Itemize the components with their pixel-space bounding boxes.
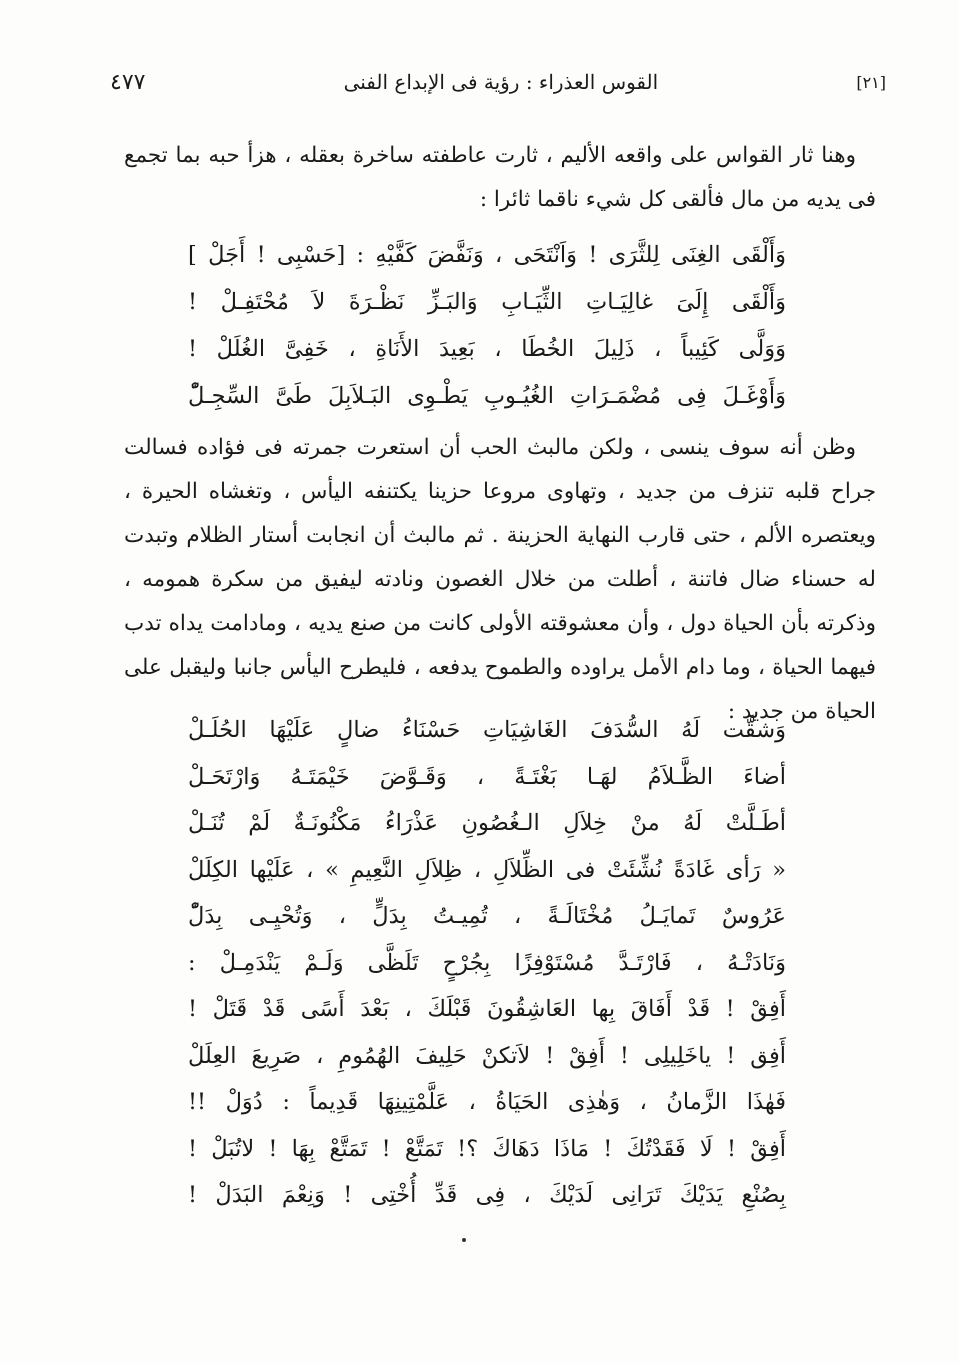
verse-line: أَفِقْ ! لَا فَقَدْتُكَ ! مَاذَا دَهَاكَ ؟! تَمَتَّعْ ! تَمَتَّعْ بِهَا ! لاتُبَلْ ! xyxy=(188,1135,786,1162)
prose-block-1 xyxy=(124,134,876,222)
poem-stanza-1 xyxy=(188,232,786,420)
verse-line: أَفِقْ ! قَدْ أَفَاقَ بِها العَاشِقُونَ قَبْلَكَ ، بَعْدَ أَسًى قَدْ قَتَلْ ! xyxy=(188,996,786,1022)
ink-speck xyxy=(462,1238,466,1242)
page-number: ٤٧٧ xyxy=(110,69,146,95)
verse-line: وَوَلَّى كَئِيباً ، ذَلِيلَ الخُطَا ، بَعِيدَ الأَنَاةِ ، خَفِىَّ الغُلَلْ ! xyxy=(188,336,786,362)
verse-line: عَرُوسٌ تَمايَـلُ مُخْتَالَـةً ، تُمِيـتُ بِدَلٍّ ، وَتُحْيِـى بِدَلّْ xyxy=(188,903,786,929)
section-number: [٢١] xyxy=(856,72,886,92)
verse-line: وَشقَّت لَهُ السُّدَفَ الغَاشِيَاتِ حَسْنَاءُ ضالٍ عَلَيْهَا الحُلَـلْ xyxy=(188,717,786,743)
prose-block-2 xyxy=(124,426,876,734)
paragraph: وظن أنه سوف ينسى ، ولكن مالبث الحب أن استعرت جمرته فى فؤاده فسالت جراح قلبه تنزف من جديد ، وتهاوى مروعا حزينا يكتنفه اليأس ، وتغشاه الحيرة ، ويعتصره الألم ، حتى قارب النهاية الحزينة . ثم مالبث أن انجابت أستار الظلام وتبدت له حسناء ضال فاتنة ، أطلت من خلال الغصون ونادته ليفيق من سكرة همومه ، وذكرته بأن الحياة دول ، وأن معشوقته الأولى كانت من صنع يديه ، ومادامت يداه تدب فيهما الحياة ، وما دام الأمل يراوده والطموح يدفعه ، فليطرح اليأس جانبا وليقبل على الحياة من جديد : xyxy=(124,435,876,724)
verse-line: أطَـلَّتْ لَهُ منْ خِلاَلِ الـغُصُونِ عَذْرَاءُ مَكْنُونَـةٌ لَمْ تُنَـلْ xyxy=(188,810,786,836)
verse-line: بِصُنْعِ يَدَيْكَ تَرَانِى لَدَيْكَ ، فِى قَدِّ أُخْتِى ! وَنِعْمَ البَدَلْ ! xyxy=(188,1182,786,1208)
verse-line: أضاءَ الظَّـلاَمُ لهَـا بَغْتَـةً ، وَقَـوَّضَ خَيْمَتَـهُ وَارْتَحَـلْ xyxy=(188,763,786,790)
verse-line: وَأَوْغَـلَ فِى مُضْمَـرَاتِ الغُيُـوبِ يَطْـوِى البَـلاَبِلَ طَىَّ السِّجِـلّْ xyxy=(188,383,786,409)
paragraph: وهنا ثار القواس على واقعه الأليم ، ثارت عاطفته ساخرة بعقله ، هزأ حبه بما تجمع فى يديه من مال فألقى كل شيء ناقما ثائرا : xyxy=(124,143,876,212)
verse-line: وَأَلْقَى إِلَىَ غالِيَـاتِ الثِّيَـابِ وَالبَـزِّ نَظْـرَةَ لاَ مُحْتَفِـلْ ! xyxy=(188,289,786,315)
verse-line: أَفِق ! ياخَلِيلِى ! أَفِقْ ! لاَتكنْ حَلِيفَ الهُمُومِ ، صَرِيعَ العِلَلْ xyxy=(188,1042,786,1069)
poem-stanza-2 xyxy=(188,707,786,1219)
verse-line: وَنَادَتْـهُ ، فَارْتَـدَّ مُسْتَوْفِزًا بِجُرْحٍ تَلَظَّى وَلَـمْ يَنْدَمِـلْ : xyxy=(188,949,786,976)
verse-line: وَأَلْقَى الغِنَى لِلثَّرَى ! وَاَنْتَحَى ، وَنَفَّضَ كَفَّيْهِ : [حَسْبِى ! أَجَلْ ] xyxy=(188,242,786,268)
running-title: القوس العذراء : رؤية فى الإبداع الفنى xyxy=(343,70,659,94)
verse-line: « رَأى غَادَةً نُشِّئَتْ فى الظِّلاَلِ ، ظِلاَلِ النَّعِيمِ » ، عَلَيْها الكِلَلْ xyxy=(188,856,786,883)
verse-line: فَهٰذَا الزَّمانُ ، وَهٰذِى الحَيَاةُ ، عَلَّمْتِينِهَا قَدِيماً : دُوَلْ !! xyxy=(188,1089,786,1115)
running-header xyxy=(110,62,886,102)
